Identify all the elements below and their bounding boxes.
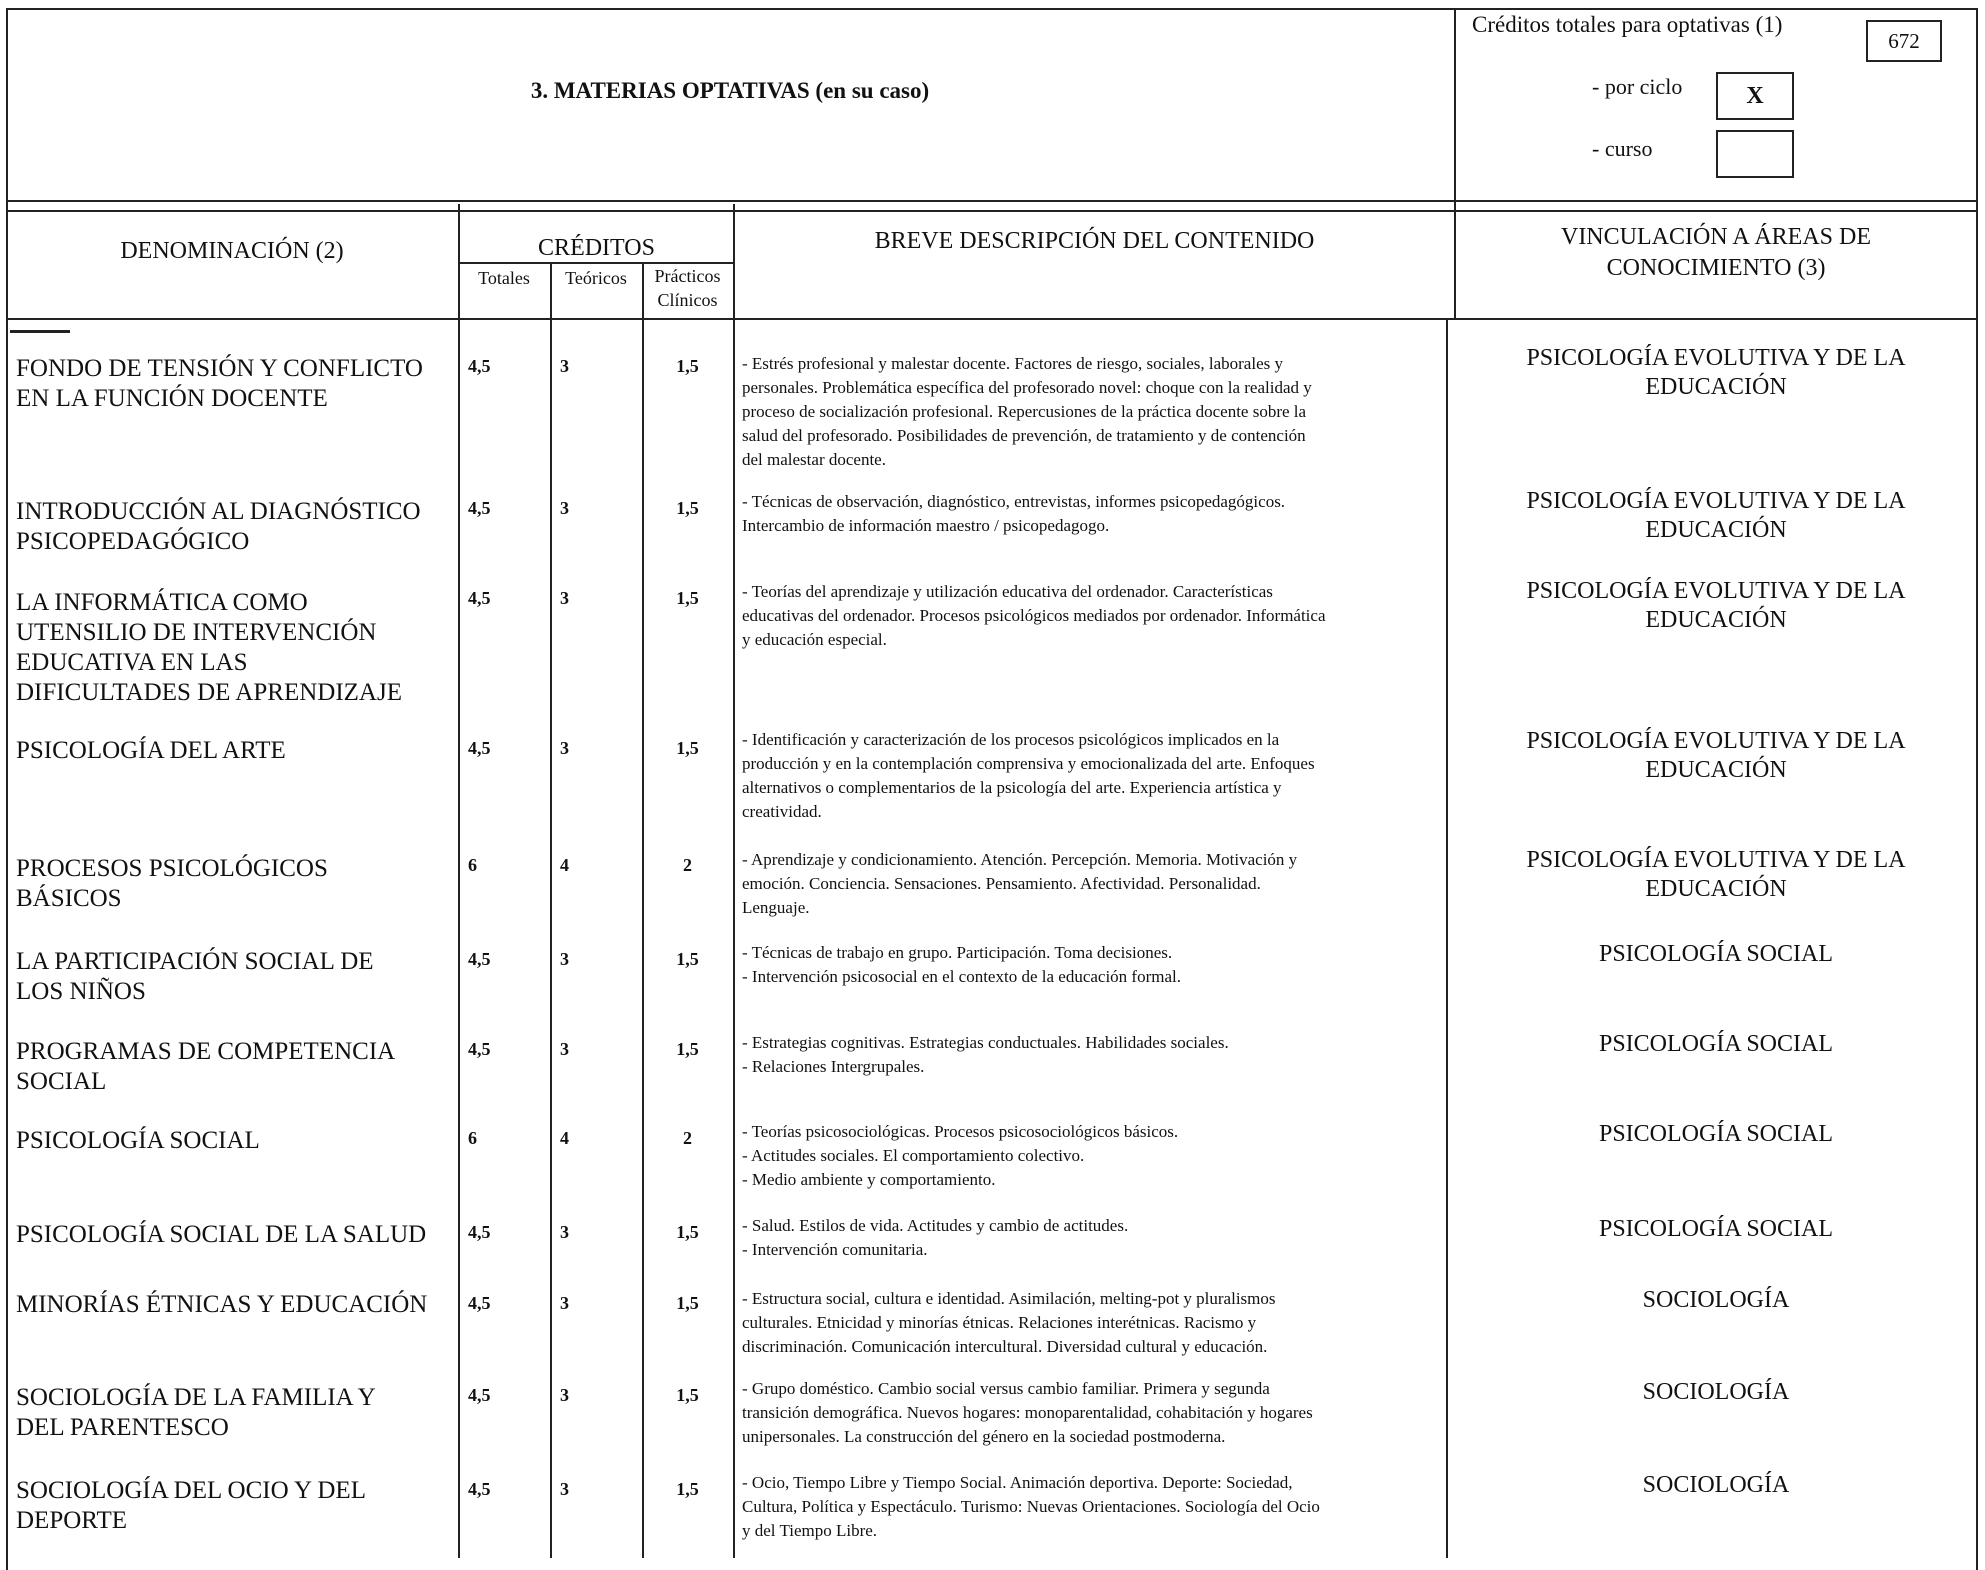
descripcion-line: unipersonales. La construcción del género en la sociedad postmoderna.: [742, 1427, 1226, 1446]
practicos-value: 1,5: [676, 356, 699, 376]
header-descripcion: BREVE DESCRIPCIÓN DEL CONTENIDO: [874, 228, 1315, 254]
denominacion-line: PSICOPEDAGÓGICO: [16, 528, 250, 555]
area-conocimiento-cell: [1454, 940, 1978, 969]
area-conocimiento-cell: [1454, 577, 1978, 635]
header-divider: [1454, 8, 1456, 212]
totales-value: 4,5: [468, 498, 491, 518]
denominacion-line: PSICOLOGÍA SOCIAL: [16, 1127, 260, 1154]
totales-value: 4,5: [468, 1479, 491, 1499]
header-vinculacion-line2: CONOCIMIENTO (3): [1606, 255, 1826, 281]
denominacion-cell: [16, 1476, 456, 1536]
area-conocimiento-cell: [1454, 1215, 1978, 1244]
curso-label: - curso: [1592, 136, 1653, 161]
curso-value: [1716, 130, 1794, 178]
denominacion-cell: [16, 354, 456, 414]
descripcion-cell: [742, 352, 1444, 472]
practicos-value: 1,5: [676, 1293, 699, 1313]
teoricos-value: 3: [560, 1385, 569, 1405]
denominacion-line: EDUCATIVA EN LAS: [16, 649, 248, 676]
descripcion-line: proceso de socialización profesional. Repercusiones de la práctica docente sobre la: [742, 402, 1307, 421]
descripcion-line: - Ocio, Tiempo Libre y Tiempo Social. Animación deportiva. Deporte: Sociedad,: [742, 1473, 1293, 1492]
area-line: PSICOLOGÍA EVOLUTIVA Y DE LA: [1526, 728, 1906, 754]
teoricos-value: 4: [560, 855, 569, 875]
descripcion-cell: [742, 1471, 1444, 1543]
totales-value: 4,5: [468, 1293, 491, 1313]
area-line: PSICOLOGÍA EVOLUTIVA Y DE LA: [1526, 345, 1906, 371]
col-divider-denominacion: [458, 204, 460, 1558]
teoricos-value: 3: [560, 1293, 569, 1313]
area-conocimiento-cell: [1454, 1030, 1978, 1059]
descripcion-cell: [742, 1287, 1444, 1359]
descripcion-line: transición demográfica. Nuevos hogares: monoparentalidad, cohabitación y hogares: [742, 1403, 1313, 1422]
area-line: PSICOLOGÍA EVOLUTIVA Y DE LA: [1526, 488, 1906, 514]
area-line: EDUCACIÓN: [1645, 876, 1787, 902]
totales-value: 4,5: [468, 1385, 491, 1405]
denominacion-line: EN LA FUNCIÓN DOCENTE: [16, 385, 328, 412]
totales-value: 4,5: [468, 949, 491, 969]
practicos-value: 1,5: [676, 1479, 699, 1499]
header-vinculacion: [1454, 222, 1978, 284]
descripcion-line: emoción. Conciencia. Sensaciones. Pensamiento. Afectividad. Personalidad.: [742, 874, 1261, 893]
denominacion-line: DEPORTE: [16, 1507, 127, 1534]
descripcion-line: - Técnicas de observación, diagnóstico, entrevistas, informes psicopedagógicos.: [742, 492, 1286, 511]
denominacion-line: UTENSILIO DE INTERVENCIÓN: [16, 619, 377, 646]
denominacion-line: LA PARTICIPACIÓN SOCIAL DE: [16, 948, 374, 975]
descripcion-cell: [742, 728, 1444, 824]
denominacion-line: LA INFORMÁTICA COMO: [16, 589, 308, 616]
descripcion-line: - Actitudes sociales. El comportamiento colectivo.: [742, 1146, 1085, 1165]
descripcion-line: culturales. Etnicidad y minorías étnicas. Relaciones interétnicas. Racismo y: [742, 1313, 1257, 1332]
totales-value: 6: [468, 855, 477, 875]
por-ciclo-label: - por ciclo: [1592, 74, 1683, 99]
teoricos-value: 3: [560, 1222, 569, 1242]
table-header-bottom: [6, 318, 1978, 320]
practicos-value: 1,5: [676, 1385, 699, 1405]
descripcion-cell: [742, 490, 1444, 538]
teoricos-value: 3: [560, 949, 569, 969]
header-practicos: [642, 264, 733, 312]
denominacion-line: DEL PARENTESCO: [16, 1414, 229, 1441]
denominacion-cell: [16, 1290, 456, 1320]
practicos-value: 2: [683, 855, 692, 875]
header-totales: Totales: [478, 268, 530, 288]
descripcion-line: - Salud. Estilos de vida. Actitudes y cambio de actitudes.: [742, 1216, 1129, 1235]
descripcion-line: - Estructura social, cultura e identidad. Asimilación, melting-pot y pluralismos: [742, 1289, 1276, 1308]
denominacion-line: BÁSICOS: [16, 885, 122, 912]
area-line: EDUCACIÓN: [1645, 517, 1787, 543]
descripcion-line: y educación especial.: [742, 630, 887, 649]
descripcion-line: Intercambio de información maestro / psicopedagogo.: [742, 516, 1110, 535]
descripcion-cell: [742, 1120, 1444, 1192]
descripcion-line: - Estrés profesional y malestar docente. Factores de riesgo, sociales, laborales y: [742, 354, 1283, 373]
area-line: SOCIOLOGÍA: [1642, 1379, 1790, 1405]
header-denominacion: DENOMINACIÓN (2): [120, 238, 344, 264]
descripcion-line: producción y en la contemplación comprensiva y emocionalizada del arte. Enfoques: [742, 754, 1315, 773]
denominacion-line: MINORÍAS ÉTNICAS Y EDUCACIÓN: [16, 1291, 428, 1318]
area-line: PSICOLOGÍA SOCIAL: [1598, 1216, 1834, 1242]
area-line: PSICOLOGÍA EVOLUTIVA Y DE LA: [1526, 847, 1906, 873]
practicos-value: 1,5: [676, 588, 699, 608]
denominacion-cell: [16, 497, 456, 557]
descripcion-line: - Intervención psicosocial en el contexto de la educación formal.: [742, 967, 1181, 986]
teoricos-value: 3: [560, 1039, 569, 1059]
col-divider-creditos: [733, 204, 735, 1558]
practicos-value: 1,5: [676, 1222, 699, 1242]
practicos-value: 2: [683, 1128, 692, 1148]
descripcion-line: - Medio ambiente y comportamiento.: [742, 1170, 996, 1189]
descripcion-line: - Intervención comunitaria.: [742, 1240, 928, 1259]
denominacion-line: PROGRAMAS DE COMPETENCIA: [16, 1038, 396, 1065]
teoricos-value: 3: [560, 498, 569, 518]
descripcion-line: - Relaciones Intergrupales.: [742, 1057, 925, 1076]
descripcion-line: educativas del ordenador. Procesos psicológicos mediados por ordenador. Informática: [742, 606, 1326, 625]
area-conocimiento-cell: [1454, 1378, 1978, 1407]
denominacion-cell: [16, 588, 456, 708]
area-line: PSICOLOGÍA EVOLUTIVA Y DE LA: [1526, 578, 1906, 604]
denominacion-cell: [16, 1383, 456, 1443]
descripcion-cell: [742, 848, 1444, 920]
descripcion-line: del malestar docente.: [742, 450, 886, 469]
area-conocimiento-cell: [1454, 1471, 1978, 1500]
teoricos-value: 3: [560, 1479, 569, 1499]
descripcion-line: - Grupo doméstico. Cambio social versus cambio familiar. Primera y segunda: [742, 1379, 1270, 1398]
creditos-totales-label: Créditos totales para optativas (1): [1472, 12, 1783, 37]
totales-value: 4,5: [468, 1039, 491, 1059]
denominacion-line: PSICOLOGÍA SOCIAL DE LA SALUD: [16, 1221, 427, 1248]
descripcion-line: Lenguaje.: [742, 898, 810, 917]
denominacion-cell: [16, 947, 456, 1007]
header-practicos-line1: Prácticos: [654, 266, 721, 286]
descripcion-line: Cultura, Política y Espectáculo. Turismo: Nuevas Orientaciones. Sociología del Ocio: [742, 1497, 1320, 1516]
area-conocimiento-cell: [1454, 344, 1978, 402]
descripcion-cell: [742, 1377, 1444, 1449]
teoricos-value: 4: [560, 1128, 569, 1148]
header-vinculacion-line1: VINCULACIÓN A ÁREAS DE: [1560, 224, 1871, 250]
por-ciclo-value: X: [1716, 72, 1794, 120]
section-title: 3. MATERIAS OPTATIVAS (en su caso): [530, 78, 930, 103]
descripcion-cell: [742, 1031, 1444, 1079]
creditos-totales-value: 672: [1866, 20, 1942, 62]
area-line: SOCIOLOGÍA: [1642, 1287, 1790, 1313]
area-conocimiento-cell: [1454, 1286, 1978, 1315]
descripcion-line: alternativos o complementarios de la psicología del arte. Experiencia artística y: [742, 778, 1282, 797]
area-line: PSICOLOGÍA SOCIAL: [1598, 1031, 1834, 1057]
area-line: EDUCACIÓN: [1645, 374, 1787, 400]
header-underline-mark: [10, 330, 70, 333]
area-line: EDUCACIÓN: [1645, 607, 1787, 633]
totales-value: 4,5: [468, 738, 491, 758]
descripcion-line: y del Tiempo Libre.: [742, 1521, 878, 1540]
teoricos-value: 3: [560, 588, 569, 608]
denominacion-line: INTRODUCCIÓN AL DIAGNÓSTICO: [16, 498, 421, 525]
teoricos-value: 3: [560, 738, 569, 758]
area-line: EDUCACIÓN: [1645, 757, 1787, 783]
descripcion-line: - Aprendizaje y condicionamiento. Atención. Percepción. Memoria. Motivación y: [742, 850, 1298, 869]
descripcion-cell: [742, 941, 1444, 989]
totales-value: 4,5: [468, 1222, 491, 1242]
header-practicos-line2: Clínicos: [657, 290, 718, 310]
col-divider-descripcion: [1446, 318, 1448, 1558]
area-conocimiento-cell: [1454, 727, 1978, 785]
practicos-value: 1,5: [676, 1039, 699, 1059]
practicos-value: 1,5: [676, 498, 699, 518]
col-divider-totales: [550, 262, 552, 1558]
practicos-value: 1,5: [676, 949, 699, 969]
denominacion-line: PROCESOS PSICOLÓGICOS: [16, 855, 328, 882]
descripcion-line: - Estrategias cognitivas. Estrategias conductuales. Habilidades sociales.: [742, 1033, 1229, 1052]
denominacion-cell: [16, 1220, 456, 1250]
denominacion-cell: [16, 736, 456, 766]
col-divider-teoricos: [642, 262, 644, 1558]
descripcion-line: creatividad.: [742, 802, 822, 821]
area-conocimiento-cell: [1454, 1120, 1978, 1149]
denominacion-cell: [16, 1037, 456, 1097]
denominacion-line: DIFICULTADES DE APRENDIZAJE: [16, 679, 402, 706]
descripcion-cell: [742, 580, 1444, 652]
descripcion-line: - Teorías psicosociológicas. Procesos psicosociológicos básicos.: [742, 1122, 1179, 1141]
denominacion-line: PSICOLOGÍA DEL ARTE: [16, 737, 286, 764]
practicos-value: 1,5: [676, 738, 699, 758]
descripcion-line: personales. Problemática específica del profesorado novel: choque con la realidad y: [742, 378, 1312, 397]
area-line: SOCIOLOGÍA: [1642, 1472, 1790, 1498]
totales-value: 6: [468, 1128, 477, 1148]
teoricos-value: 3: [560, 356, 569, 376]
area-line: PSICOLOGÍA SOCIAL: [1598, 1121, 1834, 1147]
descripcion-line: - Teorías del aprendizaje y utilización educativa del ordenador. Características: [742, 582, 1273, 601]
descripcion-line: - Identificación y caracterización de los procesos psicológicos implicados en la: [742, 730, 1280, 749]
totales-value: 4,5: [468, 588, 491, 608]
denominacion-cell: [16, 1126, 456, 1156]
denominacion-line: SOCIAL: [16, 1068, 107, 1095]
denominacion-line: SOCIOLOGÍA DE LA FAMILIA Y: [16, 1384, 376, 1411]
header-teoricos: Teóricos: [565, 268, 627, 288]
denominacion-line: LOS NIÑOS: [16, 978, 146, 1005]
descripcion-line: salud del profesorado. Posibilidades de prevención, de tratamiento y de contención: [742, 426, 1306, 445]
totales-value: 4,5: [468, 356, 491, 376]
area-conocimiento-cell: [1454, 846, 1978, 904]
descripcion-line: - Técnicas de trabajo en grupo. Participación. Toma decisiones.: [742, 943, 1173, 962]
header-creditos: CRÉDITOS: [538, 235, 655, 261]
denominacion-line: FONDO DE TENSIÓN Y CONFLICTO: [16, 355, 423, 382]
header-frame: [6, 8, 1978, 212]
area-conocimiento-cell: [1454, 487, 1978, 545]
area-line: PSICOLOGÍA SOCIAL: [1598, 941, 1834, 967]
denominacion-cell: [16, 854, 456, 914]
descripcion-cell: [742, 1214, 1444, 1262]
denominacion-line: SOCIOLOGÍA DEL OCIO Y DEL: [16, 1477, 366, 1504]
descripcion-line: discriminación. Comunicación intercultural. Diversidad cultural y educación.: [742, 1337, 1268, 1356]
